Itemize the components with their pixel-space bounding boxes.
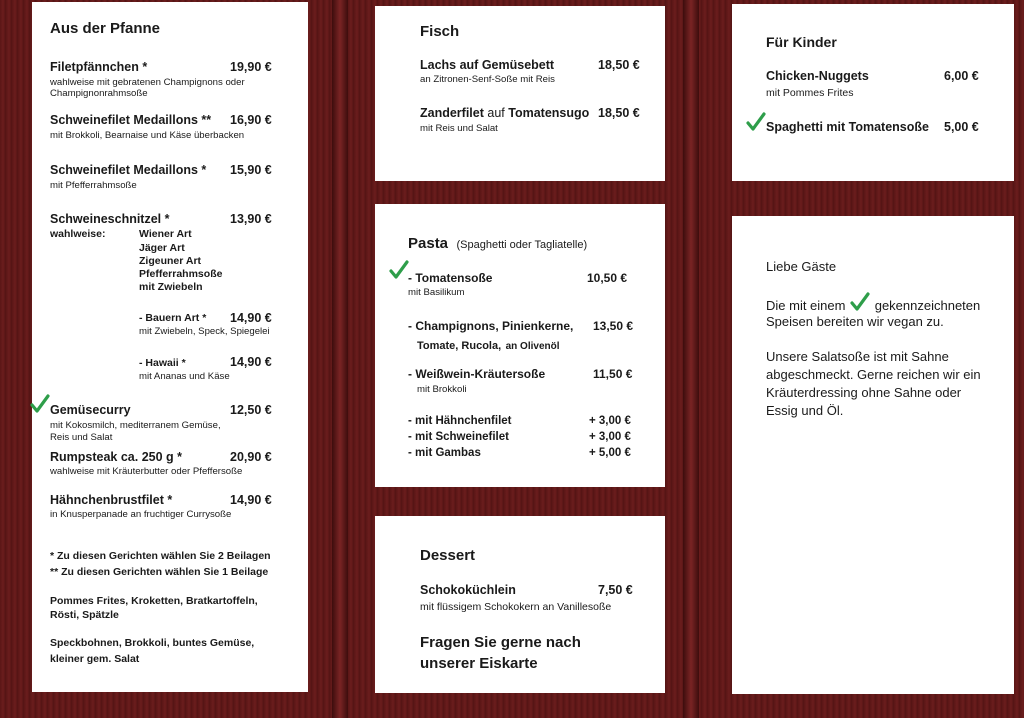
item-haehn-desc: in Knusperpanade an fruchtiger Currysoße bbox=[50, 509, 232, 520]
item-champ-name-cont: Tomate, Rucola, an Olivenöl bbox=[417, 340, 560, 352]
card-fisch bbox=[375, 6, 665, 181]
item-haehn-price: 14,90 € bbox=[230, 493, 272, 507]
item-lachs-price: 18,50 € bbox=[598, 58, 640, 72]
item-curry-name: Gemüsecurry bbox=[50, 403, 131, 417]
item-hawaii-desc: mit Ananas und Käse bbox=[139, 371, 230, 382]
eiskarte-line: Fragen Sie gerne nach bbox=[420, 634, 581, 651]
item-bauern-desc: mit Zwiebeln, Speck, Spiegelei bbox=[139, 326, 270, 337]
vegan-check-icon bbox=[746, 112, 766, 132]
section-title-pasta: Pasta (Spaghetti oder Tagliatelle) bbox=[408, 235, 588, 252]
vegan-check-icon bbox=[389, 260, 409, 280]
item-spaghetti-price: 5,00 € bbox=[944, 120, 979, 134]
item-lachs-name: Lachs auf Gemüsebett bbox=[420, 58, 555, 72]
item-rump-name: Rumpsteak ca. 250 g * bbox=[50, 450, 183, 464]
item-nuggets-name: Chicken-Nuggets bbox=[766, 69, 869, 83]
extra-price: + 5,00 € bbox=[589, 447, 631, 459]
item-zander-desc: mit Reis und Salat bbox=[420, 123, 498, 134]
footnote-single-star: * Zu diesen Gerichten wählen Sie 2 Beilagen bbox=[50, 550, 271, 562]
item-nuggets-desc: mit Pommes Frites bbox=[766, 87, 854, 99]
item-nuggets-price: 6,00 € bbox=[944, 69, 979, 83]
item-hawaii-name: - Hawaii * bbox=[139, 357, 186, 369]
extra-name: - mit Schweinefilet bbox=[408, 431, 509, 443]
section-title-kinder: Für Kinder bbox=[766, 34, 837, 50]
schnitzel-option: Jäger Art bbox=[139, 242, 185, 254]
extra-price: + 3,00 € bbox=[589, 431, 631, 443]
fold-line-left bbox=[332, 0, 348, 718]
item-schnitzel-name: Schweineschnitzel * bbox=[50, 212, 170, 226]
item-schnitzel-price: 13,90 € bbox=[230, 212, 272, 226]
beilagen-list: Speckbohnen, Brokkoli, buntes Gemüse, bbox=[50, 637, 255, 649]
item-curry-desc: mit Kokosmilch, mediterranem Gemüse, bbox=[50, 420, 221, 431]
schnitzel-label: wahlweise: bbox=[50, 228, 106, 240]
item-schoko-name: Schokoküchlein bbox=[420, 583, 516, 597]
fold-line-right bbox=[683, 0, 699, 718]
item-rump-desc: wahlweise mit Kräuterbutter oder Pfeffersoße bbox=[50, 466, 243, 477]
extra-name: - mit Gambas bbox=[408, 447, 481, 459]
section-title-dessert: Dessert bbox=[420, 547, 476, 564]
card-dessert bbox=[375, 516, 665, 693]
card-pfanne bbox=[32, 2, 308, 692]
section-title-fisch: Fisch bbox=[420, 23, 460, 40]
item-weiss-price: 11,50 € bbox=[593, 367, 633, 381]
card-kinder bbox=[732, 4, 1014, 181]
schnitzel-option: Zigeuner Art bbox=[139, 255, 202, 267]
item-curry-price: 12,50 € bbox=[230, 403, 272, 417]
item-zander-name: Zanderfilet auf Tomatensugo bbox=[420, 106, 590, 120]
section-title-pfanne: Aus der Pfanne bbox=[50, 20, 161, 37]
item-filet-price: 19,90 € bbox=[230, 60, 272, 74]
extra-price: + 3,00 € bbox=[589, 415, 631, 427]
salat-note: Unsere Salatsoße ist mit Sahne abgeschmeckt. Gerne reichen wir ein Kräuterdressing ohne Sahne oder Essig und Öl. bbox=[766, 349, 981, 418]
schnitzel-option: mit Zwiebeln bbox=[139, 281, 203, 293]
vegan-note-line2: Speisen bereiten wir vegan zu. bbox=[766, 314, 944, 329]
item-rump-price: 20,90 € bbox=[230, 450, 272, 464]
item-champ-price: 13,50 € bbox=[593, 319, 634, 333]
item-lachs-desc: an Zitronen-Senf-Soße mit Reis bbox=[420, 74, 555, 85]
item-med2-price: 15,90 € bbox=[230, 163, 272, 177]
card-pasta bbox=[375, 204, 665, 487]
beilagen-list: Rösti, Spätzle bbox=[50, 609, 119, 621]
item-schoko-price: 7,50 € bbox=[598, 583, 633, 597]
item-med1-price: 16,90 € bbox=[230, 113, 272, 127]
vegan-check-icon bbox=[30, 394, 50, 414]
item-curry-desc: Reis und Salat bbox=[50, 432, 113, 443]
eiskarte-line: unserer Eiskarte bbox=[420, 655, 538, 672]
item-zander-price: 18,50 € bbox=[598, 106, 640, 120]
beilagen-list: Pommes Frites, Kroketten, Bratkartoffeln, bbox=[50, 595, 258, 607]
item-bauern-price: 14,90 € bbox=[230, 311, 272, 325]
item-bauern-name: - Bauern Art * bbox=[139, 312, 207, 324]
extra-name: - mit Hähnchenfilet bbox=[408, 415, 512, 427]
vegan-check-icon bbox=[850, 292, 870, 312]
item-weiss-desc: mit Brokkoli bbox=[417, 384, 467, 395]
item-spaghetti-name: Spaghetti mit Tomatensoße bbox=[766, 120, 929, 134]
item-med2-name: Schweinefilet Medaillons * bbox=[50, 163, 207, 177]
footnote-double-star: ** Zu diesen Gerichten wählen Sie 1 Beilage bbox=[50, 566, 269, 578]
schnitzel-option: Wiener Art bbox=[139, 228, 192, 240]
item-tomate-desc: mit Basilikum bbox=[408, 287, 465, 298]
greeting: Liebe Gäste bbox=[766, 259, 837, 274]
item-schoko-desc: mit flüssigem Schokokern an Vanillesoße bbox=[420, 601, 612, 613]
beilagen-list: kleiner gem. Salat bbox=[50, 653, 140, 665]
item-med1-desc: mit Brokkoli, Bearnaise und Käse überbacken bbox=[50, 130, 245, 141]
item-haehn-name: Hähnchenbrustfilet * bbox=[50, 493, 173, 507]
item-tomate-name: - Tomatensoße bbox=[408, 271, 493, 285]
item-weiss-name: - Weißwein-Kräutersoße bbox=[408, 367, 546, 381]
item-champ-name: - Champignons, Pinienkerne, bbox=[408, 319, 574, 333]
item-filet-name: Filetpfännchen * bbox=[50, 60, 148, 74]
item-tomate-price: 10,50 € bbox=[587, 271, 628, 285]
item-hawaii-price: 14,90 € bbox=[230, 355, 272, 369]
schnitzel-option: Pfefferrahmsoße bbox=[139, 268, 223, 280]
item-filet-desc: Champignonrahmsoße bbox=[50, 88, 148, 99]
card-info bbox=[732, 216, 1014, 694]
item-filet-desc: wahlweise mit gebratenen Champignons oder bbox=[50, 77, 245, 88]
item-med2-desc: mit Pfefferrahmsoße bbox=[50, 180, 137, 191]
item-med1-name: Schweinefilet Medaillons ** bbox=[50, 113, 212, 127]
vegan-note-line1: Die mit einem gekennzeichneten bbox=[766, 292, 980, 315]
